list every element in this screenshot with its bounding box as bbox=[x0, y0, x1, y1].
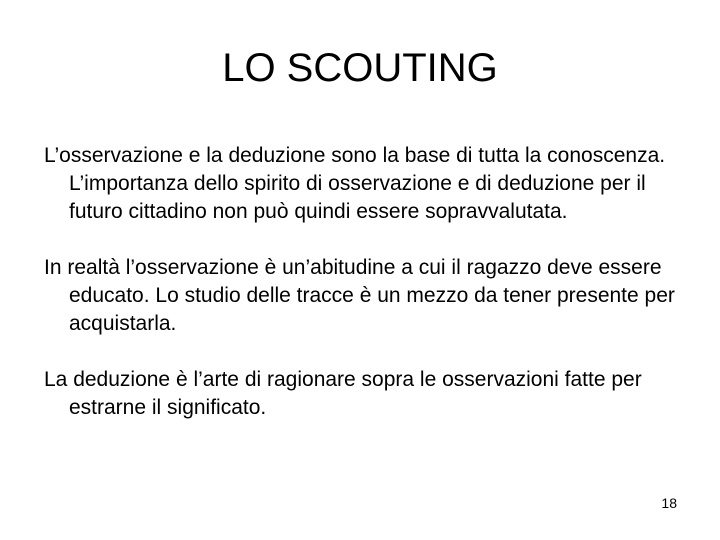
paragraph-observation-habit: In realtà l’osservazione è un’abitudine a cui il ragazzo deve essere educato. Lo studio delle tracce è un mezzo da tener presente per acquistarla. bbox=[44, 256, 675, 335]
paragraph-deduction-definition: La deduzione è l’arte di ragionare sopra le osservazioni fatte per estrarne il significato. bbox=[44, 368, 642, 419]
paragraph-observation-basis: L’osservazione e la deduzione sono la base di tutta la conoscenza. L’importanza dello spirito di osservazione e di deduzione per il futuro cittadino non può quindi essere sopravvalutata. bbox=[44, 144, 666, 223]
slide-title: LO SCOUTING bbox=[222, 46, 498, 90]
slide-number: 18 bbox=[661, 495, 677, 511]
slide-body bbox=[44, 142, 694, 450]
